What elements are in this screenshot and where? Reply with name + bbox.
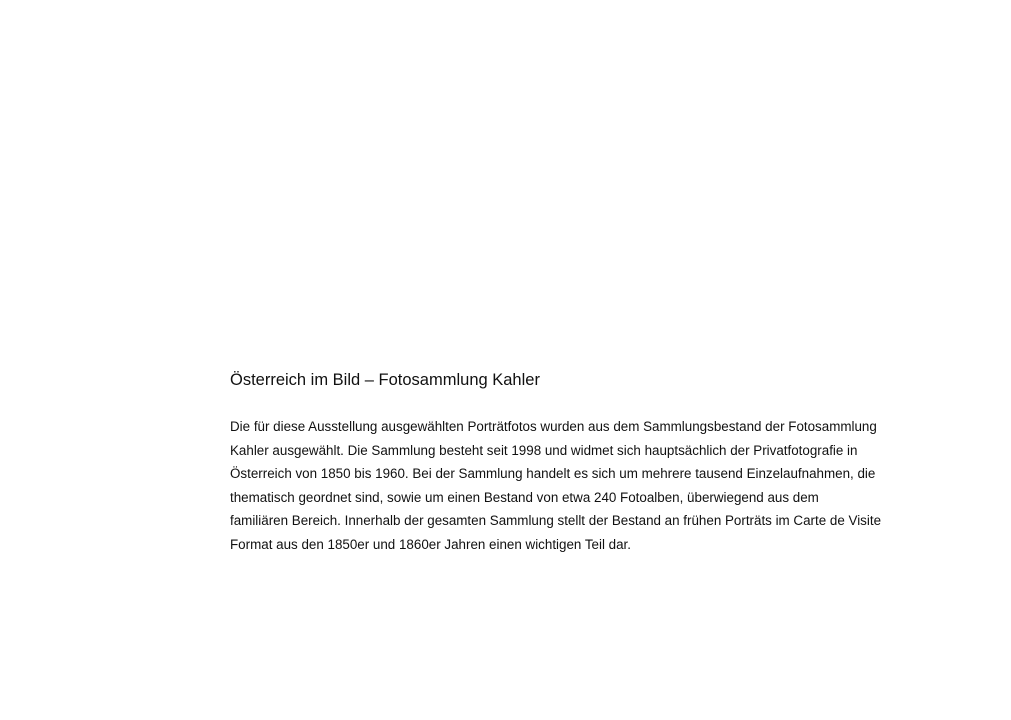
document-paragraph: [230, 415, 900, 556]
paragraph-line: Österreich von 1850 bis 1960. Bei der Sammlung handelt es sich um mehrere tausend Einzelaufnahmen, die: [230, 466, 876, 481]
text-block: [230, 369, 900, 556]
document-title: Österreich im Bild – Fotosammlung Kahler: [230, 371, 540, 389]
paragraph-line: Format aus den 1850er und 1860er Jahren einen wichtigen Teil dar.: [230, 536, 631, 552]
paragraph-line: Die für diese Ausstellung ausgewählten Porträtfotos wurden aus dem Sammlungsbestand der Fotosammlung: [230, 419, 877, 434]
paragraph-line: Kahler ausgewählt. Die Sammlung besteht seit 1998 und widmet sich hauptsächlich der Privatfotografie in: [230, 442, 858, 458]
paragraph-line: thematisch geordnet sind, sowie um einen Bestand von etwa 240 Fotoalben, überwiegend aus dem: [230, 489, 819, 505]
paragraph-line: familiären Bereich. Innerhalb der gesamten Sammlung stellt der Bestand an frühen Porträts im Carte de Visite: [230, 513, 882, 528]
